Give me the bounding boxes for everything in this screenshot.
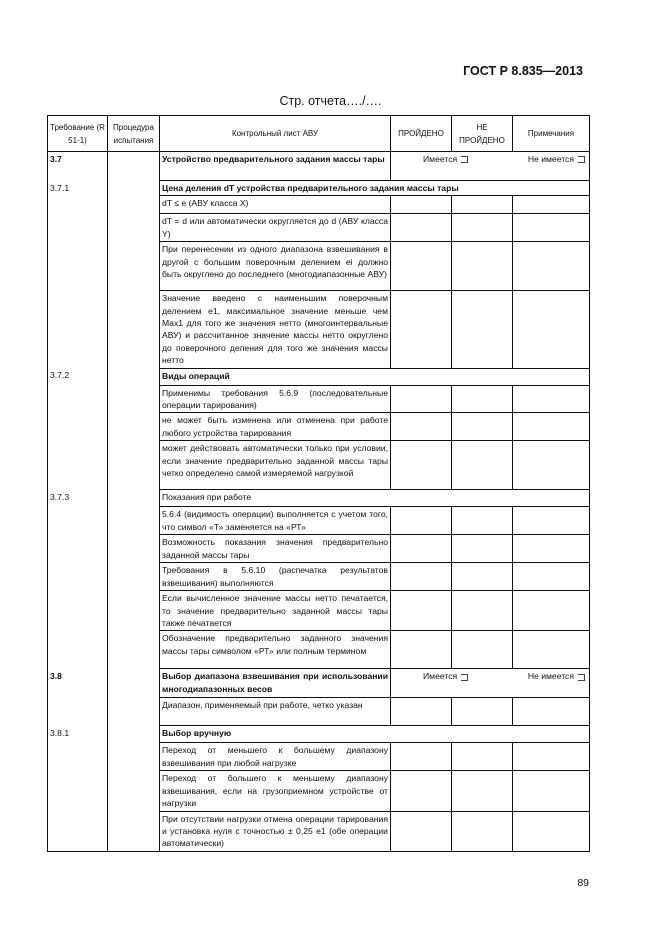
procedure-cell xyxy=(108,196,160,214)
table-row xyxy=(48,385,590,413)
document-header: ГОСТ Р 8.835—2013 xyxy=(463,64,583,78)
checklist-text: Устройство предварительного задания массы тары xyxy=(160,152,391,181)
requirement-cell: 3.8 xyxy=(48,669,108,698)
notes-cell[interactable] xyxy=(513,811,590,851)
failed-cell[interactable] xyxy=(452,385,513,413)
procedure-cell xyxy=(108,368,160,385)
presence-cell xyxy=(391,669,590,698)
passed-cell[interactable] xyxy=(391,811,452,851)
passed-cell[interactable] xyxy=(391,441,452,490)
table-row xyxy=(48,743,590,771)
table-row xyxy=(48,507,590,535)
requirement-cell xyxy=(48,563,108,591)
requirement-cell xyxy=(48,698,108,726)
notes-cell[interactable] xyxy=(513,771,590,811)
procedure-cell xyxy=(108,771,160,811)
table-row xyxy=(48,490,590,507)
checklist-text: Виды операций xyxy=(160,368,590,385)
checklist-table xyxy=(47,115,590,852)
failed-cell[interactable] xyxy=(452,698,513,726)
failed-cell[interactable] xyxy=(452,563,513,591)
failed-cell[interactable] xyxy=(452,507,513,535)
failed-cell[interactable] xyxy=(452,196,513,214)
notes-cell[interactable] xyxy=(513,631,590,669)
passed-cell[interactable] xyxy=(391,631,452,669)
col-requirement: Требование (R 51-1) xyxy=(48,116,108,152)
procedure-cell xyxy=(108,441,160,490)
table-row xyxy=(48,591,590,631)
notes-cell[interactable] xyxy=(513,413,590,441)
failed-cell[interactable] xyxy=(452,591,513,631)
procedure-cell xyxy=(108,152,160,181)
requirement-cell xyxy=(48,743,108,771)
notes-cell[interactable] xyxy=(513,441,590,490)
report-page-label: Стр. отчета…./…. xyxy=(279,94,382,108)
passed-cell[interactable] xyxy=(391,698,452,726)
notes-cell[interactable] xyxy=(513,385,590,413)
passed-cell[interactable] xyxy=(391,413,452,441)
notes-cell[interactable] xyxy=(513,507,590,535)
notes-cell[interactable] xyxy=(513,591,590,631)
absent-option[interactable]: Не имеется xyxy=(528,153,585,165)
table-row xyxy=(48,152,590,181)
table-row xyxy=(48,811,590,851)
failed-cell[interactable] xyxy=(452,291,513,368)
requirement-cell xyxy=(48,631,108,669)
notes-cell[interactable] xyxy=(513,535,590,563)
requirement-cell xyxy=(48,291,108,368)
notes-cell[interactable] xyxy=(513,196,590,214)
failed-cell[interactable] xyxy=(452,771,513,811)
checklist-text: Возможность показания значения предварительно заданной массы тары xyxy=(160,535,391,563)
passed-cell[interactable] xyxy=(391,507,452,535)
table-row xyxy=(48,242,590,291)
checklist-text: Требования в 5.6.10 (распечатка результатов взвешивания) выполняются xyxy=(160,563,391,591)
requirement-cell xyxy=(48,413,108,441)
requirement-cell xyxy=(48,385,108,413)
checklist-text: Переход от большего к меньшему диапазону взвешивания, если на грузоприемном устройстве от нагрузки xyxy=(160,771,391,811)
passed-cell[interactable] xyxy=(391,563,452,591)
table-row xyxy=(48,196,590,214)
checklist-text: Цена деления dT устройства предварительного задания массы тары xyxy=(160,181,590,196)
table-row xyxy=(48,563,590,591)
notes-cell[interactable] xyxy=(513,743,590,771)
table-header-row xyxy=(48,116,590,152)
requirement-cell xyxy=(48,196,108,214)
table-row xyxy=(48,181,590,196)
procedure-cell xyxy=(108,181,160,196)
procedure-cell xyxy=(108,385,160,413)
requirement-cell xyxy=(48,507,108,535)
procedure-cell xyxy=(108,669,160,698)
checklist-text: dT = d или автоматически округляется до d (АВУ класса Y) xyxy=(160,214,391,242)
notes-cell[interactable] xyxy=(513,214,590,242)
table-row xyxy=(48,698,590,726)
failed-cell[interactable] xyxy=(452,535,513,563)
requirement-cell: 3.7.3 xyxy=(48,490,108,507)
checklist-text: При отсутствии нагрузки отмена операции тарирования и установка нуля с точностью ± 0,25 e1 (обе операции автоматически) xyxy=(160,811,391,851)
col-passed: ПРОЙДЕНО xyxy=(391,116,452,152)
procedure-cell xyxy=(108,563,160,591)
failed-cell[interactable] xyxy=(452,441,513,490)
table-row xyxy=(48,771,590,811)
absent-option[interactable]: Не имеется xyxy=(528,670,585,682)
passed-cell[interactable] xyxy=(391,291,452,368)
checkbox-icon[interactable] xyxy=(578,156,585,163)
checklist-text: Применимы требования 5.6.9 (последовательные операции тарирования) xyxy=(160,385,391,413)
table-row xyxy=(48,291,590,368)
checklist-text: Обозначение предварительно заданного значения массы тары символом «РТ» или полным термином xyxy=(160,631,391,669)
passed-cell[interactable] xyxy=(391,242,452,291)
checklist-text: может действовать автоматически только при условии, если значение предварительно заданной массы тары четко определено самой измеряемой нагрузкой xyxy=(160,441,391,490)
procedure-cell xyxy=(108,507,160,535)
procedure-cell xyxy=(108,631,160,669)
table-row xyxy=(48,535,590,563)
notes-cell[interactable] xyxy=(513,242,590,291)
checklist-text: Если вычисленное значение массы нетто печатается, то значение предварительно заданной массы тары также печатается xyxy=(160,591,391,631)
col-failed: НЕ ПРОЙДЕНО xyxy=(452,116,513,152)
checklist-text: Значение введено с наименьшим поверочным делением e1, максимальное значение меньше чем Max1 для того же значения нетто (многоинтервальные АВУ) и рассчитанное значение массы нетто округлено до поверочного деления для того же значения массы нетто xyxy=(160,291,391,368)
requirement-cell xyxy=(48,242,108,291)
passed-cell[interactable] xyxy=(391,591,452,631)
notes-cell[interactable] xyxy=(513,698,590,726)
checklist-text: dT ≤ e (АВУ класса X) xyxy=(160,196,391,214)
procedure-cell xyxy=(108,591,160,631)
checklist-text: не может быть изменена или отменена при работе любого устройства тарирования xyxy=(160,413,391,441)
col-procedure: Процедура испытания xyxy=(108,116,160,152)
table-row xyxy=(48,214,590,242)
passed-cell[interactable] xyxy=(391,196,452,214)
page-number: 89 xyxy=(577,877,589,889)
procedure-cell xyxy=(108,291,160,368)
failed-cell[interactable] xyxy=(452,743,513,771)
table-row xyxy=(48,441,590,490)
requirement-cell: 3.7.2 xyxy=(48,368,108,385)
checklist-text: Выбор вручную xyxy=(160,726,590,743)
table-row xyxy=(48,368,590,385)
failed-cell[interactable] xyxy=(452,214,513,242)
procedure-cell xyxy=(108,743,160,771)
procedure-cell xyxy=(108,698,160,726)
table-row xyxy=(48,631,590,669)
presence-cell xyxy=(391,152,590,181)
passed-cell[interactable] xyxy=(391,743,452,771)
procedure-cell xyxy=(108,214,160,242)
notes-cell[interactable] xyxy=(513,563,590,591)
passed-cell[interactable] xyxy=(391,214,452,242)
present-option[interactable]: Имеется xyxy=(423,670,468,682)
procedure-cell xyxy=(108,490,160,507)
notes-cell[interactable] xyxy=(513,291,590,368)
checklist-text: Диапазон, применяемый при работе, четко указан xyxy=(160,698,391,726)
procedure-cell xyxy=(108,413,160,441)
passed-cell[interactable] xyxy=(391,535,452,563)
present-option[interactable]: Имеется xyxy=(423,153,468,165)
requirement-cell: 3.8.1 xyxy=(48,726,108,743)
procedure-cell xyxy=(108,242,160,291)
requirement-cell: 3.7.1 xyxy=(48,181,108,196)
requirement-cell xyxy=(48,535,108,563)
failed-cell[interactable] xyxy=(452,631,513,669)
passed-cell[interactable] xyxy=(391,385,452,413)
table-row xyxy=(48,669,590,698)
col-checklist: Контрольный лист АВУ xyxy=(160,116,391,152)
checklist-text: Выбор диапазона взвешивания при использовании многодиапазонных весов xyxy=(160,669,391,698)
passed-cell[interactable] xyxy=(391,771,452,811)
checklist-text: Показания при работе xyxy=(160,490,590,507)
requirement-cell xyxy=(48,214,108,242)
col-notes: Примечания xyxy=(513,116,590,152)
checkbox-icon[interactable] xyxy=(461,156,468,163)
checklist-text: При перенесении из одного диапазона взвешивания в другой с большим поверочным делением ei должно быть округлено до последнего (многодиапазонные АВУ) xyxy=(160,242,391,291)
requirement-cell xyxy=(48,811,108,851)
requirement-cell: 3.7 xyxy=(48,152,108,181)
procedure-cell xyxy=(108,726,160,743)
failed-cell[interactable] xyxy=(452,242,513,291)
requirement-cell xyxy=(48,591,108,631)
checklist-text: Переход от меньшего к большему диапазону взвешивания при любой нагрузке xyxy=(160,743,391,771)
failed-cell[interactable] xyxy=(452,413,513,441)
requirement-cell xyxy=(48,441,108,490)
checkbox-icon[interactable] xyxy=(461,674,468,681)
checkbox-icon[interactable] xyxy=(578,674,585,681)
procedure-cell xyxy=(108,811,160,851)
table-row xyxy=(48,413,590,441)
procedure-cell xyxy=(108,535,160,563)
table-row xyxy=(48,726,590,743)
failed-cell[interactable] xyxy=(452,811,513,851)
checklist-text: 5.6.4 (видимость операции) выполняется с учетом того, что символ «Т» заменяется на «РТ» xyxy=(160,507,391,535)
requirement-cell xyxy=(48,771,108,811)
